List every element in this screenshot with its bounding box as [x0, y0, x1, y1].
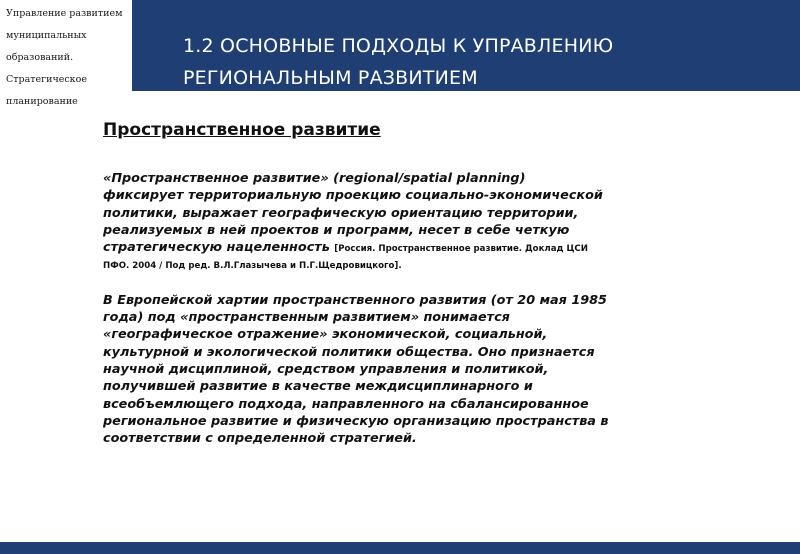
section-label-line: планирование	[6, 96, 78, 107]
slide-title	[183, 30, 783, 91]
definition-paragraph	[103, 170, 663, 276]
paragraph-line: научной дисциплиной, средством управления и политикой,	[103, 361, 549, 377]
paragraph-text: стратегическую нацеленность	[103, 240, 330, 256]
paragraph-line: В Европейской хартии пространственного развития (от 20 мая 1985	[103, 292, 607, 308]
paragraph-line: «Пространственное развитие» (regional/spatial planning)	[103, 171, 526, 186]
paragraph-line: фиксирует территориальную проекцию социально-экономической	[103, 188, 603, 204]
section-label-line: образований.	[6, 52, 74, 63]
citation-note: [Россия. Пространственное развитие. Доклад ЦСИ	[334, 244, 588, 255]
paragraph-line: получившей развитие в качестве междисциплинарного и	[103, 379, 533, 395]
section-label-line: Управление развитием	[6, 8, 123, 19]
charter-paragraph	[103, 292, 663, 448]
paragraph-line	[103, 239, 663, 258]
paragraph-line: культурной и экологической политики общества. Оно признается	[103, 344, 595, 360]
slide-content	[103, 120, 663, 447]
paragraph-line: реализуемых в ней проектов и программ, несет в себе четкую	[103, 222, 570, 238]
paragraph-line: политики, выражает географическую ориентацию территории,	[103, 205, 579, 221]
section-label	[6, 3, 134, 113]
section-label-box	[0, 0, 132, 112]
citation-note: ПФО. 2004 / Под ред. В.Л.Глазычева и П.Г.Щедровицкого].	[103, 261, 402, 272]
paragraph-line: соответствии с определенной стратегией.	[103, 431, 417, 447]
paragraph-line: года) под «пространственным развитием» понимается	[103, 310, 510, 326]
slide-title-line: 1.2 ОСНОВНЫЕ ПОДХОДЫ К УПРАВЛЕНИЮ	[183, 35, 614, 57]
section-label-line: муниципальных	[6, 30, 87, 41]
paragraph-line: «географическое отражение» экономической, социальной,	[103, 327, 548, 343]
footer-band	[0, 542, 800, 554]
section-label-line: Стратегическое	[6, 74, 87, 85]
slide-title-line: РЕГИОНАЛЬНЫМ РАЗВИТИЕМ	[183, 67, 478, 89]
paragraph-line: региональное развитие и физическую организацию пространства в	[103, 413, 609, 429]
subtitle: Пространственное развитие	[103, 120, 381, 140]
paragraph-line: всеобъемлющего подхода, направленного на сбалансированное	[103, 396, 589, 412]
